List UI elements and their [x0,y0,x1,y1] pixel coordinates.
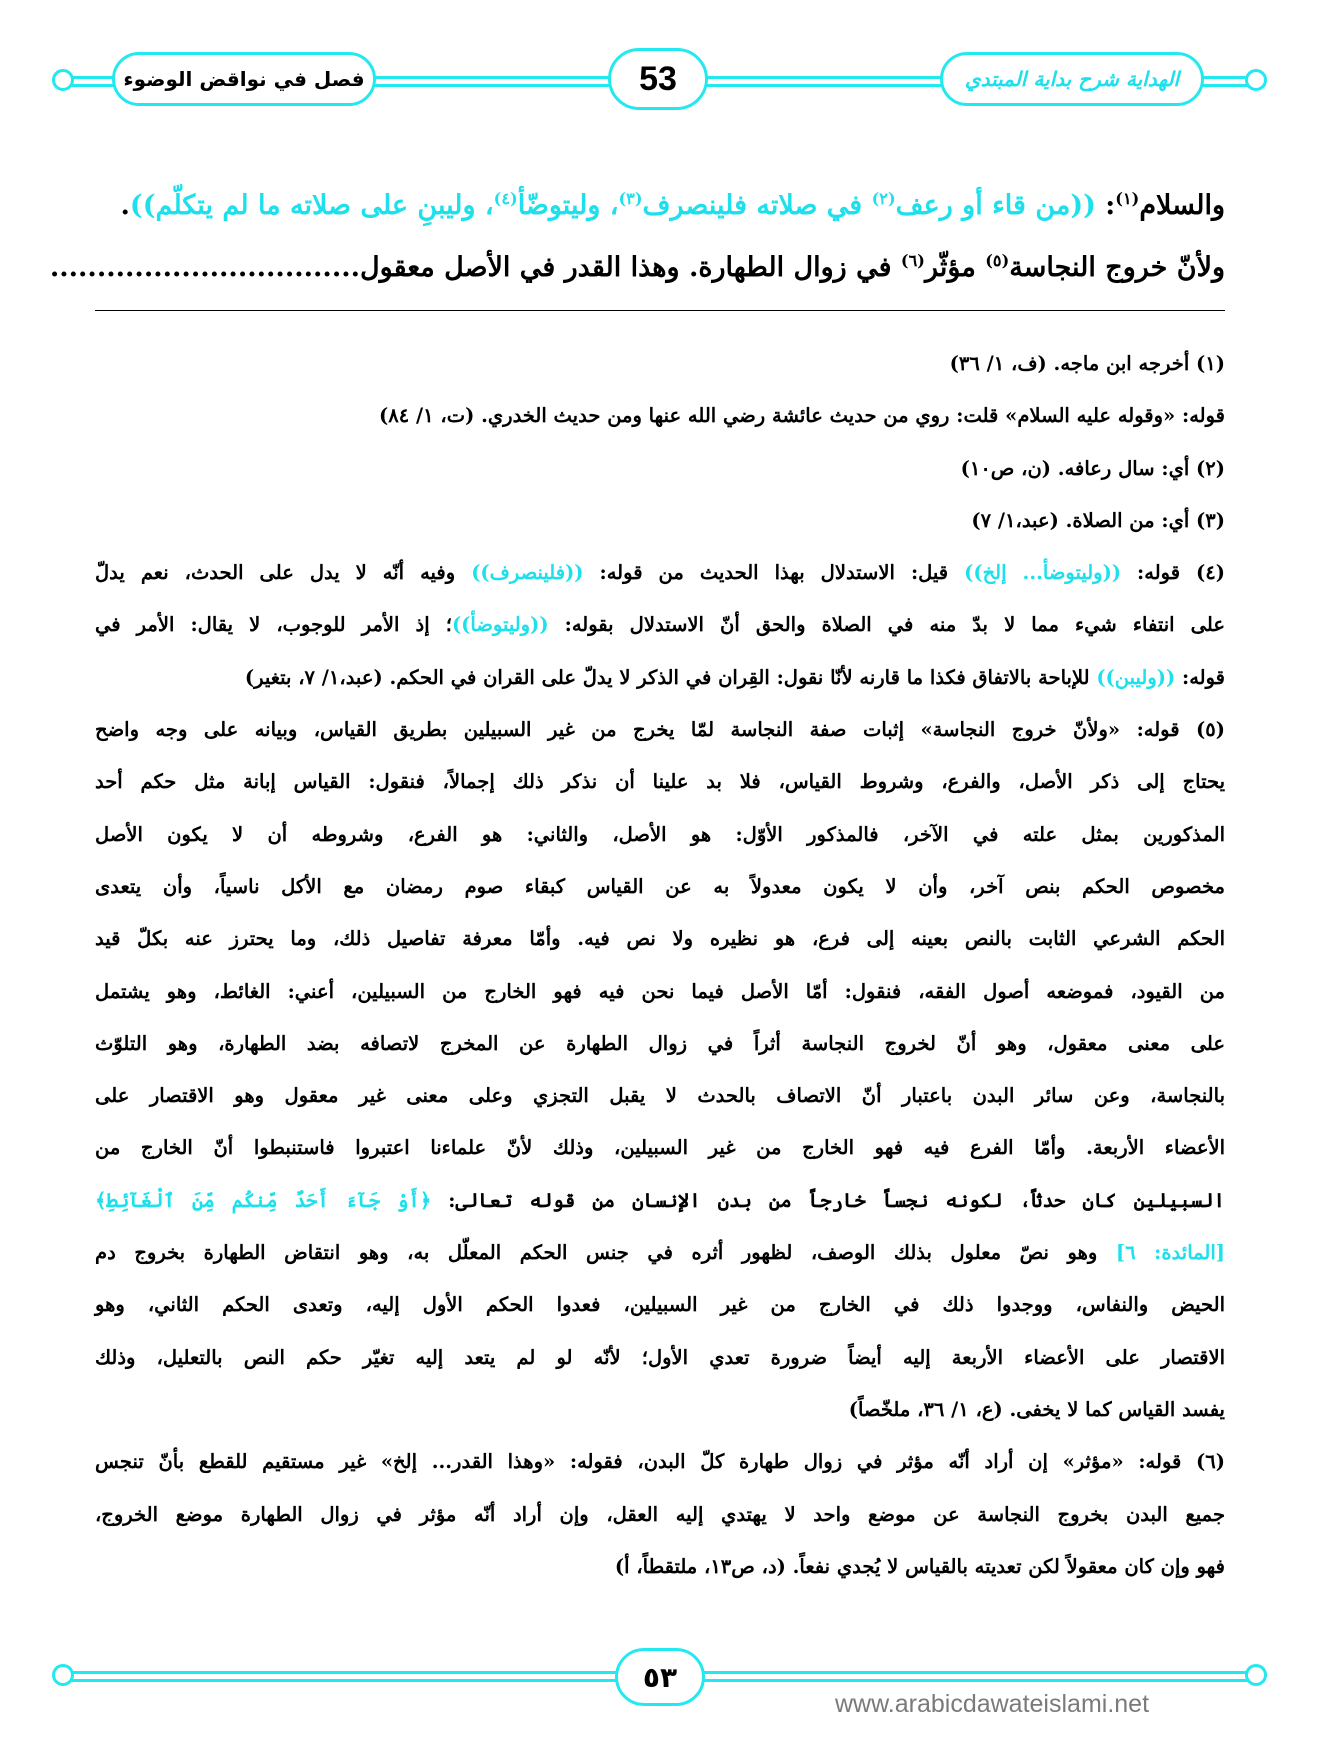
text-line [95,1436,1225,1488]
quoted-text: ﴿أَوْ جَآءَ أَحَدٌ مِّنكُم مِّنَ ٱلْغَآئِطِ﴾ [95,1188,432,1212]
page-number-badge [608,48,708,110]
text-line [95,1227,1225,1279]
text-segment: الاقتصار على الأعضاء الأربعة إليه أيضاً ضرورة تعدي الأول؛ لأنّه لو لم يتعد إليه تغيّر حكم النص بالتعليل، وذلك [95,1345,1225,1369]
text-segment: وفيه أنّه لا يدل على الحدث، نعم يدلّ [95,561,472,585]
text-line [95,704,1225,756]
text-line [95,390,1225,442]
footnotes [95,338,1225,1593]
header-left-ornament-icon [52,69,74,91]
text-line [95,1332,1225,1384]
website-url: www.arabicdawateislami.net [835,1690,1150,1718]
footnote-ref[interactable]: (٣) [618,189,643,208]
text-segment: على معنى معقول، وهو أنّ لخروج النجاسة أثراً في زوال الطهارة عن المخرج لاتصافه بضد الطهارة، وهو التلوّث [95,1031,1225,1055]
text-line [95,1018,1225,1070]
text-segment: الحيض والنفاس، ووجدوا ذلك في الخارج من غير السبيلين، فعدوا الحكم الأول إليه، وتعدى الحكم الثاني، وهو [95,1293,1225,1317]
text-segment: بالنجاسة، وعن سائر البدن باعتبار أنّ الاتصاف بالحدث لا يقبل التجزي وعلى معنى غير معقول وهو الاقتصار على [95,1084,1225,1108]
text-line [95,913,1225,965]
footnote [95,443,1225,495]
footnote [95,338,1225,390]
text-line [95,1541,1225,1593]
quoted-text: ((فلينصرف)) [471,561,584,585]
text-line [95,1122,1225,1174]
quoted-text: ، وليبنِ على صلاته ما لم يتكلّم)) [129,190,494,221]
text-segment: الحكم الشرعي الثابت بالنص بعينه إلى فرع، هو نظيره ولا نص فيه. وأمّا معرفة تفاصيل ذلك، وما يحترز عنه بكلّ قيد [95,927,1225,951]
text-segment: للإباحة بالاتفاق فكذا ما قارنه لأنّا نقول: القِران في الذكر لا يدلّ على القران في الحكم. (عبد،١/ ٧، بتغير) [244,665,1097,689]
quoted-text: في صلاته فلينصرف [642,190,872,221]
quoted-text: ((وليتوضأ)) [451,613,549,637]
text-line [95,1279,1225,1331]
text-line [95,338,1225,390]
text-segment: . [120,190,130,221]
footnote [95,390,1225,442]
footnote [95,1436,1225,1593]
text-line [95,1384,1225,1436]
text-line [95,861,1225,913]
footnote [95,704,1225,1436]
text-line [95,1070,1225,1122]
footer-right-ornament-icon [1245,1664,1267,1686]
text-segment: : [1095,190,1116,221]
text-line [95,175,1225,237]
footer-left-ornament-icon [52,1664,74,1686]
text-segment: (٢) أي: سال رعافه. (ن، ص١٠) [960,456,1225,480]
text-segment: يفسد القياس كما لا يخفى. (ع، ١/ ٣٦، ملخّصاً) [848,1397,1225,1421]
quoted-text: [المائدة: ٦] [1115,1241,1226,1265]
text-segment: في زوال الطهارة. وهذا القدر في الأصل معقول................................. [49,252,901,283]
footnote-ref[interactable]: (٤) [493,189,518,208]
text-line [95,966,1225,1018]
text-segment: (٣) أي: من الصلاة. (عبد،١/ ٧) [971,508,1225,532]
text-segment: قوله: «وقوله عليه السلام» قلت: روي من حديث عائشة رضي الله عنها ومن حديث الخدري. (ت، ١/ ٨٤) [379,404,1225,428]
text-segment: فهو وإن كان معقولاً لكن تعديته بالقياس لا يُجدي نفعاً. (د، ص١٣، ملتقطاً، أ) [614,1554,1225,1578]
text-line [95,1489,1225,1541]
footer-page-number: ٥٣ [642,1660,678,1694]
text-segment: مخصوص الحكم بنص آخر، وأن لا يكون معدولاً به عن القياس كبقاء صوم رمضان مع الأكل ناسياً، وأن يتعدى [95,874,1225,898]
footnote-ref[interactable]: (٢) [871,189,896,208]
text-line [95,652,1225,704]
footer-page-number-badge [615,1648,705,1706]
text-segment: السبيلين كان حدثاً، لكونه نجساً خارجاً من بدن الإنسان من قوله تعالى: [431,1188,1225,1212]
text-line [95,547,1225,599]
text-segment: (٥) قوله: «ولأنّ خروج النجاسة» إثبات صفة النجاسة لمّا يخرج من غير السبيلين بطريق القياس، وبيانه على وجه واضح [95,718,1225,742]
text-segment: المذكورين بمثل علته في الآخر، فالمذكور الأوّل: هو الأصل، والثاني: هو الفرع، وشروطه أن لا يكون الأصل [95,822,1225,846]
header-right-ornament-icon [1245,69,1267,91]
chapter-title [112,52,376,106]
book-title [940,52,1204,106]
text-segment: (٤) قوله: [1121,561,1225,585]
text-line [95,756,1225,808]
text-segment: مؤثّر [924,252,986,283]
text-segment: (١) أخرجه ابن ماجه. (ف، ١/ ٣٦) [949,352,1225,375]
text-line [95,1175,1225,1227]
footnote-ref[interactable]: (٥) [985,251,1010,270]
main-text [49,175,1225,299]
book-title-text: الهداية شرح بداية المبتدي [964,67,1180,91]
quoted-text: ((من قاء أو رعف [895,190,1096,221]
text-segment: يحتاج إلى ذكر الأصل، والفرع، وشروط القياس، فلا بد علينا أن نذكر ذلك إجمالاً، فنقول: القياس إبانة مثل حكم أحد [95,770,1225,794]
text-segment: على انتفاء شيء مما لا بدّ منه في الصلاة والحق أنّ الاستدلال بقوله: [548,613,1225,637]
text-segment: الأعضاء الأربعة. وأمّا الفرع فيه فهو الخارج من غير السبيلين، وذلك لأنّ علماءنا اعتبروا فاستنبطوا أنّ الخارج من [95,1136,1225,1160]
text-segment: من القيود، فموضعه أصول الفقه، فنقول: أمّا الأصل فيما نحن فيه فهو الخارج من السبيلين، أعني: الغائط، وهو يشتمل [95,979,1225,1003]
text-segment: وهو نصّ معلول بذلك الوصف، لظهور أثره في جنس الحكم المعلّل به، وهو انتقاض الطهارة بخروج دم [95,1241,1116,1265]
text-line [95,443,1225,495]
text-segment: والسلام [1139,190,1225,221]
footnote-ref[interactable]: (١) [1115,189,1140,208]
text-segment: ؛ إذ الأمر للوجوب، لا يقال: الأمر في [95,613,452,637]
text-segment: قيل: الاستدلال بهذا الحديث من قوله: [583,561,965,585]
footnote-divider [95,310,1225,311]
page-number: 53 [639,59,677,98]
text-line [95,599,1225,651]
footnote [95,495,1225,547]
text-segment: قوله: [1175,665,1225,689]
text-line [49,237,1225,299]
footnote-ref[interactable]: (٦) [900,251,925,270]
footnote [95,547,1225,704]
text-line [95,495,1225,547]
quoted-text: ((وليبن)) [1096,665,1176,689]
text-segment: (٦) قوله: «مؤثر» إن أراد أنّه مؤثر في زوال طهارة كلّ البدن، فقوله: «وهذا القدر... إلخ» غير مستقيم للقطع بأنّ تنجس [95,1450,1225,1474]
text-line [95,809,1225,861]
chapter-title-text: فصل في نواقض الوضوء [123,67,365,91]
text-segment: ولأنّ خروج النجاسة [1009,252,1225,283]
quoted-text: ((وليتوضأ... إلخ)) [964,561,1122,585]
text-segment: جميع البدن بخروج النجاسة عن موضع واحد لا يهتدي إليه العقل، وإن أراد أنّه مؤثر في زوال الطهارة موضع الخروج، [95,1502,1225,1526]
quoted-text: ، وليتوضّأ [517,190,619,221]
